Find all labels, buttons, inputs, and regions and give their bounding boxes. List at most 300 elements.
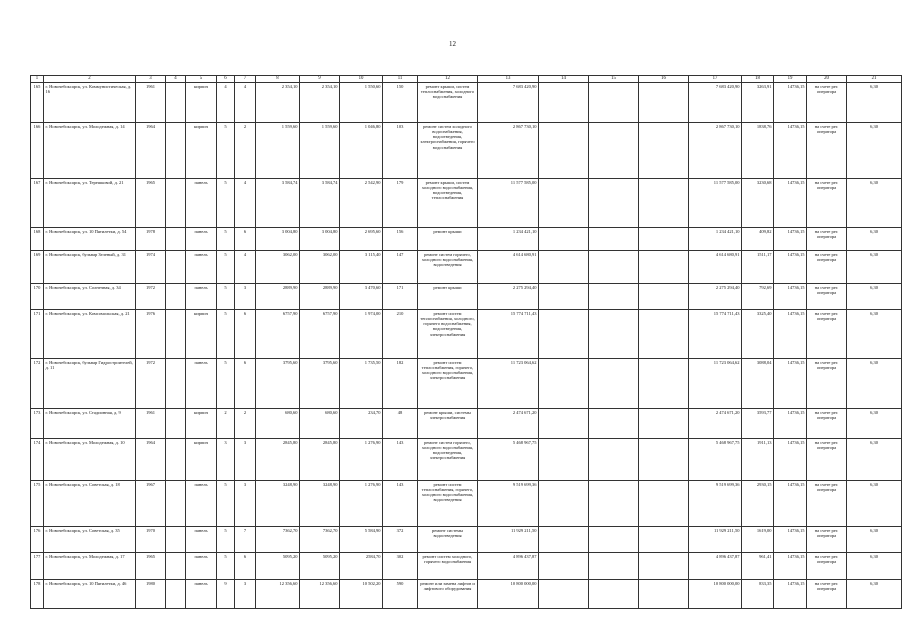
table-row xyxy=(31,481,902,527)
cell-area-res: 3062,00 xyxy=(300,251,340,284)
cell-c16 xyxy=(639,179,689,228)
cell-works: ремонт крыши xyxy=(418,284,478,310)
cell-limit: 14736,15 xyxy=(774,228,807,251)
cell-year-end: 6,30 xyxy=(847,359,902,409)
cell-wall: панель xyxy=(186,359,217,409)
cell-unit: 3325,40 xyxy=(742,310,774,359)
cell-year-end: 6,30 xyxy=(847,251,902,284)
cell-area-own: 1 276,90 xyxy=(340,481,383,527)
column-number-row xyxy=(31,76,902,83)
cell-year-end: 6,30 xyxy=(847,228,902,251)
column-number: 3 xyxy=(136,76,166,83)
cell-method: на счете рег. оператора xyxy=(807,481,847,527)
cell-entr: 4 xyxy=(235,251,256,284)
cell-people: 372 xyxy=(383,527,418,553)
cell-c14 xyxy=(539,553,589,580)
cell-year: 1980 xyxy=(136,580,166,609)
cell-works: ремонт систем теплоснабжения, горячего, холодного водоснабжения, электроснабжения xyxy=(418,359,478,409)
cell-c17: 7 683 420,90 xyxy=(689,83,742,123)
cell-addr: г. Новочебоксарск, ул. Солнечная, д. 34 xyxy=(44,284,136,310)
cell-floors: 5 xyxy=(217,481,235,527)
cell-addr: г. Новочебоксарск, ул. 10 Пятилетки, д. 54 xyxy=(44,228,136,251)
column-number: 17 xyxy=(689,76,742,83)
table-row xyxy=(31,284,902,310)
cell-c15 xyxy=(589,123,639,179)
cell-floors: 5 xyxy=(217,527,235,553)
cell-unit: 3263,91 xyxy=(742,83,774,123)
cell-year-end: 6,30 xyxy=(847,284,902,310)
cell-year: 1978 xyxy=(136,228,166,251)
column-number: 21 xyxy=(847,76,902,83)
cell-area-own: 3 115,40 xyxy=(340,251,383,284)
cell-area-res: 3 004,80 xyxy=(300,228,340,251)
cell-unit: 409,82 xyxy=(742,228,774,251)
cell-works: ремонт систем горячего, холодного водоснабжения, водоотведения, электроснабжения xyxy=(418,439,478,481)
column-number: 18 xyxy=(742,76,774,83)
cell-year-end: 6,30 xyxy=(847,83,902,123)
table-row xyxy=(31,527,902,553)
cell-limit: 14736,15 xyxy=(774,83,807,123)
cell-limit: 14736,15 xyxy=(774,580,807,609)
cell-area-res: 12 356,60 xyxy=(300,580,340,609)
cell-c14 xyxy=(539,580,589,609)
cell-n: 176 xyxy=(31,527,44,553)
cell-people: 171 xyxy=(383,284,418,310)
cell-c16 xyxy=(639,481,689,527)
table-row xyxy=(31,251,902,284)
cell-wall: панель xyxy=(186,251,217,284)
cell-people: 179 xyxy=(383,179,418,228)
cell-c14 xyxy=(539,481,589,527)
cell-entr: 3 xyxy=(235,439,256,481)
cell-area-res: 5095,20 xyxy=(300,553,340,580)
cell-n: 168 xyxy=(31,228,44,251)
cell-cost: 2 275 294,40 xyxy=(478,284,539,310)
cell-area-own: 2 542,90 xyxy=(340,179,383,228)
cell-unit: 1511,17 xyxy=(742,251,774,284)
cell-wall: панель xyxy=(186,481,217,527)
cell-n: 165 xyxy=(31,83,44,123)
cell-c15 xyxy=(589,251,639,284)
cell-year-end: 6,30 xyxy=(847,580,902,609)
cell-area-own: 1 276,90 xyxy=(340,439,383,481)
cell-floors: 5 xyxy=(217,179,235,228)
cell-area-total: 3248,90 xyxy=(256,481,300,527)
column-number: 5 xyxy=(186,76,217,83)
table-body xyxy=(31,76,902,609)
table-row xyxy=(31,359,902,409)
cell-works: ремонт крыши, систем теплоснабжения, холодного водоснабжения xyxy=(418,83,478,123)
cell-floors: 4 xyxy=(217,83,235,123)
cell-wall: кирпич xyxy=(186,83,217,123)
cell-c4 xyxy=(166,409,186,439)
cell-area-total: 3 004,80 xyxy=(256,228,300,251)
cell-c4 xyxy=(166,481,186,527)
cell-addr: г. Новочебоксарск, ул. Терешковой, д. 21 xyxy=(44,179,136,228)
cell-unit: 3088,04 xyxy=(742,359,774,409)
cell-c15 xyxy=(589,310,639,359)
cell-wall: кирпич xyxy=(186,409,217,439)
cell-area-own: 1 550,60 xyxy=(340,83,383,123)
cell-c15 xyxy=(589,409,639,439)
cell-cost: 11 577 585,00 xyxy=(478,179,539,228)
cell-entr: 2 xyxy=(235,409,256,439)
cell-year-end: 6,30 xyxy=(847,439,902,481)
cell-area-total: 2845,80 xyxy=(256,439,300,481)
cell-c4 xyxy=(166,83,186,123)
cell-c17: 1 234 421,10 xyxy=(689,228,742,251)
cell-year-end: 6,30 xyxy=(847,123,902,179)
cell-c4 xyxy=(166,228,186,251)
cell-floors: 5 xyxy=(217,284,235,310)
cell-c16 xyxy=(639,439,689,481)
cell-limit: 14736,15 xyxy=(774,251,807,284)
cell-addr: г. Новочебоксарск, бульвар Зеленый, д. 31 xyxy=(44,251,136,284)
cell-c17: 2 474 671,20 xyxy=(689,409,742,439)
cell-year: 1961 xyxy=(136,409,166,439)
cell-cost: 11 723 064,62 xyxy=(478,359,539,409)
cell-c15 xyxy=(589,553,639,580)
cell-entr: 3 xyxy=(235,284,256,310)
cell-area-res: 6757,90 xyxy=(300,310,340,359)
cell-addr: г. Новочебоксарск, ул. Молодежная, д. 10 xyxy=(44,439,136,481)
cell-area-total: 3795,60 xyxy=(256,359,300,409)
cell-cost: 2 474 671,20 xyxy=(478,409,539,439)
cell-year-end: 6,30 xyxy=(847,481,902,527)
cell-year: 1970 xyxy=(136,527,166,553)
cell-area-res: 2889,90 xyxy=(300,284,340,310)
cell-n: 175 xyxy=(31,481,44,527)
cell-c16 xyxy=(639,580,689,609)
column-number: 6 xyxy=(217,76,235,83)
cell-area-own: 1 735,50 xyxy=(340,359,383,409)
cell-people: 143 xyxy=(383,439,418,481)
cell-cost: 4 896 437,87 xyxy=(478,553,539,580)
cell-area-total: 2889,90 xyxy=(256,284,300,310)
cell-cost: 4 614 680,91 xyxy=(478,251,539,284)
column-number: 12 xyxy=(418,76,478,83)
column-number: 11 xyxy=(383,76,418,83)
cell-n: 169 xyxy=(31,251,44,284)
cell-addr: г. Новочебоксарск, ул. Стадионная, д. 9 xyxy=(44,409,136,439)
cell-floors: 5 xyxy=(217,228,235,251)
cell-n: 167 xyxy=(31,179,44,228)
table-row xyxy=(31,228,902,251)
cell-c16 xyxy=(639,527,689,553)
cell-cost: 15 774 711,43 xyxy=(478,310,539,359)
cell-c15 xyxy=(589,284,639,310)
cell-method: на счете рег. оператора xyxy=(807,179,847,228)
cell-c14 xyxy=(539,359,589,409)
cell-floors: 2 xyxy=(217,409,235,439)
cell-area-total: 12 356,60 xyxy=(256,580,300,609)
cell-wall: панель xyxy=(186,284,217,310)
cell-c14 xyxy=(539,409,589,439)
cell-area-res: 2 354,10 xyxy=(300,83,340,123)
cell-area-res: 7362,70 xyxy=(300,527,340,553)
cell-year: 1976 xyxy=(136,310,166,359)
cell-c17: 11 723 064,62 xyxy=(689,359,742,409)
cell-cost: 5 468 967,75 xyxy=(478,439,539,481)
cell-works: ремонт крыши, систем холодного водоснабжения, водоотведения, теплоснабжения xyxy=(418,179,478,228)
cell-c14 xyxy=(539,439,589,481)
cell-c16 xyxy=(639,251,689,284)
cell-c15 xyxy=(589,359,639,409)
cell-year: 1961 xyxy=(136,83,166,123)
cell-limit: 14736,15 xyxy=(774,179,807,228)
cell-year-end: 6,30 xyxy=(847,527,902,553)
cell-method: на счете рег. оператора xyxy=(807,310,847,359)
cell-area-res: 1 559,60 xyxy=(300,123,340,179)
cell-c16 xyxy=(639,310,689,359)
cell-entr: 4 xyxy=(235,179,256,228)
cell-limit: 14736,15 xyxy=(774,481,807,527)
cell-area-res: 3 584,74 xyxy=(300,179,340,228)
cell-floors: 5 xyxy=(217,310,235,359)
cell-method: на счете рег. оператора xyxy=(807,409,847,439)
cell-c14 xyxy=(539,83,589,123)
cell-people: 156 xyxy=(383,228,418,251)
column-number: 9 xyxy=(300,76,340,83)
column-number: 1 xyxy=(31,76,44,83)
cell-people: 590 xyxy=(383,580,418,609)
cell-wall: панель xyxy=(186,228,217,251)
cell-c4 xyxy=(166,310,186,359)
cell-cost: 11 929 211,50 xyxy=(478,527,539,553)
cell-method: на счете рег. оператора xyxy=(807,251,847,284)
cell-n: 171 xyxy=(31,310,44,359)
cell-year: 1972 xyxy=(136,359,166,409)
cell-area-own: 2584,70 xyxy=(340,553,383,580)
cell-method: на счете рег. оператора xyxy=(807,553,847,580)
cell-c16 xyxy=(639,553,689,580)
cell-addr: г. Новочебоксарск, ул. Молодежная, д. 17 xyxy=(44,553,136,580)
cell-method: на счете рег. оператора xyxy=(807,83,847,123)
column-number: 10 xyxy=(340,76,383,83)
cell-c4 xyxy=(166,179,186,228)
cell-n: 166 xyxy=(31,123,44,179)
table-row xyxy=(31,179,902,228)
cell-floors: 5 xyxy=(217,251,235,284)
cell-works: ремонт систем холодного, горячего водоснабжения xyxy=(418,553,478,580)
cell-floors: 5 xyxy=(217,553,235,580)
cell-limit: 14736,15 xyxy=(774,123,807,179)
table-row xyxy=(31,580,902,609)
cell-c4 xyxy=(166,359,186,409)
column-number: 2 xyxy=(44,76,136,83)
cell-works: ремонт систем горячего, холодного водоснабжения, водоотведения xyxy=(418,251,478,284)
cell-c14 xyxy=(539,228,589,251)
cell-area-own: 234,70 xyxy=(340,409,383,439)
cell-c17: 15 774 711,43 xyxy=(689,310,742,359)
cell-year-end: 6,30 xyxy=(847,310,902,359)
cell-works: ремонт или замена лифтов и лифтового оборудования xyxy=(418,580,478,609)
column-number: 19 xyxy=(774,76,807,83)
cell-c14 xyxy=(539,284,589,310)
cell-year: 1967 xyxy=(136,481,166,527)
cell-year-end: 6,30 xyxy=(847,409,902,439)
cell-c15 xyxy=(589,439,639,481)
cell-c4 xyxy=(166,580,186,609)
cell-addr: г. Новочебоксарск, ул. Советская, д. 18 xyxy=(44,481,136,527)
cell-year-end: 6,30 xyxy=(847,179,902,228)
cell-entr: 2 xyxy=(235,123,256,179)
cell-entr: 7 xyxy=(235,527,256,553)
cell-people: 147 xyxy=(383,251,418,284)
cell-n: 172 xyxy=(31,359,44,409)
cell-area-total: 6757,90 xyxy=(256,310,300,359)
cell-cost: 2 867 730,10 xyxy=(478,123,539,179)
cell-area-own: 5 584,90 xyxy=(340,527,383,553)
cell-limit: 14736,15 xyxy=(774,284,807,310)
cell-works: ремонт систем холодного водоснабжения, водоотведения, электроснабжения, горячего водоснабжения xyxy=(418,123,478,179)
cell-people: 150 xyxy=(383,83,418,123)
cell-addr: г. Новочебоксарск, ул. Комсомольская, д. 21 xyxy=(44,310,136,359)
cell-area-total: 1 559,60 xyxy=(256,123,300,179)
cell-works: ремонт крыши, системы электроснабжения xyxy=(418,409,478,439)
housing-repair-table xyxy=(30,75,902,609)
cell-cost: 7 683 420,90 xyxy=(478,83,539,123)
cell-people: 302 xyxy=(383,553,418,580)
cell-c16 xyxy=(639,359,689,409)
cell-wall: панель xyxy=(186,527,217,553)
table-row xyxy=(31,123,902,179)
cell-c4 xyxy=(166,439,186,481)
column-number: 20 xyxy=(807,76,847,83)
cell-people: 103 xyxy=(383,123,418,179)
table-row xyxy=(31,409,902,439)
cell-unit: 2930,15 xyxy=(742,481,774,527)
cell-c16 xyxy=(639,284,689,310)
cell-area-own: 1 974,00 xyxy=(340,310,383,359)
cell-c15 xyxy=(589,83,639,123)
cell-c17: 2 867 730,10 xyxy=(689,123,742,179)
cell-wall: панель xyxy=(186,179,217,228)
cell-year-end: 6,30 xyxy=(847,553,902,580)
cell-c17: 10 800 000,00 xyxy=(689,580,742,609)
column-number: 13 xyxy=(478,76,539,83)
cell-c16 xyxy=(639,123,689,179)
cell-people: 48 xyxy=(383,409,418,439)
cell-c16 xyxy=(639,228,689,251)
cell-unit: 961,41 xyxy=(742,553,774,580)
cell-c17: 5 468 967,75 xyxy=(689,439,742,481)
cell-c4 xyxy=(166,123,186,179)
cell-method: на счете рег. оператора xyxy=(807,359,847,409)
cell-year: 1965 xyxy=(136,553,166,580)
cell-area-own: 3 470,60 xyxy=(340,284,383,310)
cell-cost: 10 800 000,00 xyxy=(478,580,539,609)
column-number: 7 xyxy=(235,76,256,83)
cell-wall: панель xyxy=(186,553,217,580)
cell-entr: 6 xyxy=(235,310,256,359)
cell-addr: г. Новочебоксарск, ул. Советская, д. 35 xyxy=(44,527,136,553)
cell-n: 173 xyxy=(31,409,44,439)
cell-c15 xyxy=(589,179,639,228)
cell-method: на счете рег. оператора xyxy=(807,527,847,553)
cell-people: 182 xyxy=(383,359,418,409)
cell-c4 xyxy=(166,553,186,580)
cell-area-res: 3795,60 xyxy=(300,359,340,409)
cell-method: на счете рег. оператора xyxy=(807,123,847,179)
cell-limit: 14736,15 xyxy=(774,527,807,553)
cell-wall: панель xyxy=(186,580,217,609)
cell-people: 143 xyxy=(383,481,418,527)
cell-c14 xyxy=(539,179,589,228)
cell-area-total: 7362,70 xyxy=(256,527,300,553)
cell-cost: 9 519 699,36 xyxy=(478,481,539,527)
column-number: 4 xyxy=(166,76,186,83)
cell-c4 xyxy=(166,527,186,553)
cell-area-res: 2845,80 xyxy=(300,439,340,481)
cell-c14 xyxy=(539,310,589,359)
cell-year: 1972 xyxy=(136,284,166,310)
cell-method: на счете рег. оператора xyxy=(807,228,847,251)
table-row xyxy=(31,553,902,580)
column-number: 15 xyxy=(589,76,639,83)
cell-c17: 4 896 437,87 xyxy=(689,553,742,580)
cell-c15 xyxy=(589,228,639,251)
cell-n: 178 xyxy=(31,580,44,609)
cell-c17: 11 929 211,50 xyxy=(689,527,742,553)
cell-floors: 9 xyxy=(217,580,235,609)
cell-n: 174 xyxy=(31,439,44,481)
cell-c14 xyxy=(539,527,589,553)
cell-c16 xyxy=(639,409,689,439)
cell-area-own: 2 695,60 xyxy=(340,228,383,251)
cell-floors: 5 xyxy=(217,359,235,409)
page-number: 12 xyxy=(449,40,456,48)
cell-entr: 6 xyxy=(235,359,256,409)
cell-wall: кирпич xyxy=(186,123,217,179)
cell-year: 1965 xyxy=(136,179,166,228)
cell-area-res: 3248,90 xyxy=(300,481,340,527)
column-number: 16 xyxy=(639,76,689,83)
cell-method: на счете рег. оператора xyxy=(807,580,847,609)
cell-works: ремонт систем теплоснабжения, холодного, горячего водоснабжения, водоотведения, электроснабжения xyxy=(418,310,478,359)
cell-unit: 833,35 xyxy=(742,580,774,609)
cell-wall: кирпич xyxy=(186,439,217,481)
cell-area-total: 3 584,74 xyxy=(256,179,300,228)
cell-method: на счете рег. оператора xyxy=(807,284,847,310)
cell-unit: 1911,13 xyxy=(742,439,774,481)
cell-n: 177 xyxy=(31,553,44,580)
cell-c17: 11 577 585,00 xyxy=(689,179,742,228)
cell-c15 xyxy=(589,527,639,553)
cell-people: 210 xyxy=(383,310,418,359)
cell-entr: 6 xyxy=(235,228,256,251)
cell-addr: г. Новочебоксарск, ул. 10 Пятилетки, д. 46 xyxy=(44,580,136,609)
cell-entr: 3 xyxy=(235,481,256,527)
cell-area-total: 5095,20 xyxy=(256,553,300,580)
cell-unit: 792,69 xyxy=(742,284,774,310)
cell-floors: 3 xyxy=(217,439,235,481)
cell-entr: 6 xyxy=(235,553,256,580)
cell-entr: 3 xyxy=(235,580,256,609)
cell-unit: 1838,76 xyxy=(742,123,774,179)
cell-works: ремонт систем теплоснабжения, горячего, холодного водоснабжения, водоотведения xyxy=(418,481,478,527)
cell-addr: г. Новочебоксарск, бульвар Гидростроителей, д. 11 xyxy=(44,359,136,409)
cell-c16 xyxy=(639,83,689,123)
cell-year: 1964 xyxy=(136,123,166,179)
cell-entr: 4 xyxy=(235,83,256,123)
cell-area-own: 10 502,20 xyxy=(340,580,383,609)
cell-limit: 14736,15 xyxy=(774,359,807,409)
cell-unit: 1619,00 xyxy=(742,527,774,553)
cell-area-total: 2 354,10 xyxy=(256,83,300,123)
cell-year: 1964 xyxy=(136,439,166,481)
cell-c14 xyxy=(539,251,589,284)
